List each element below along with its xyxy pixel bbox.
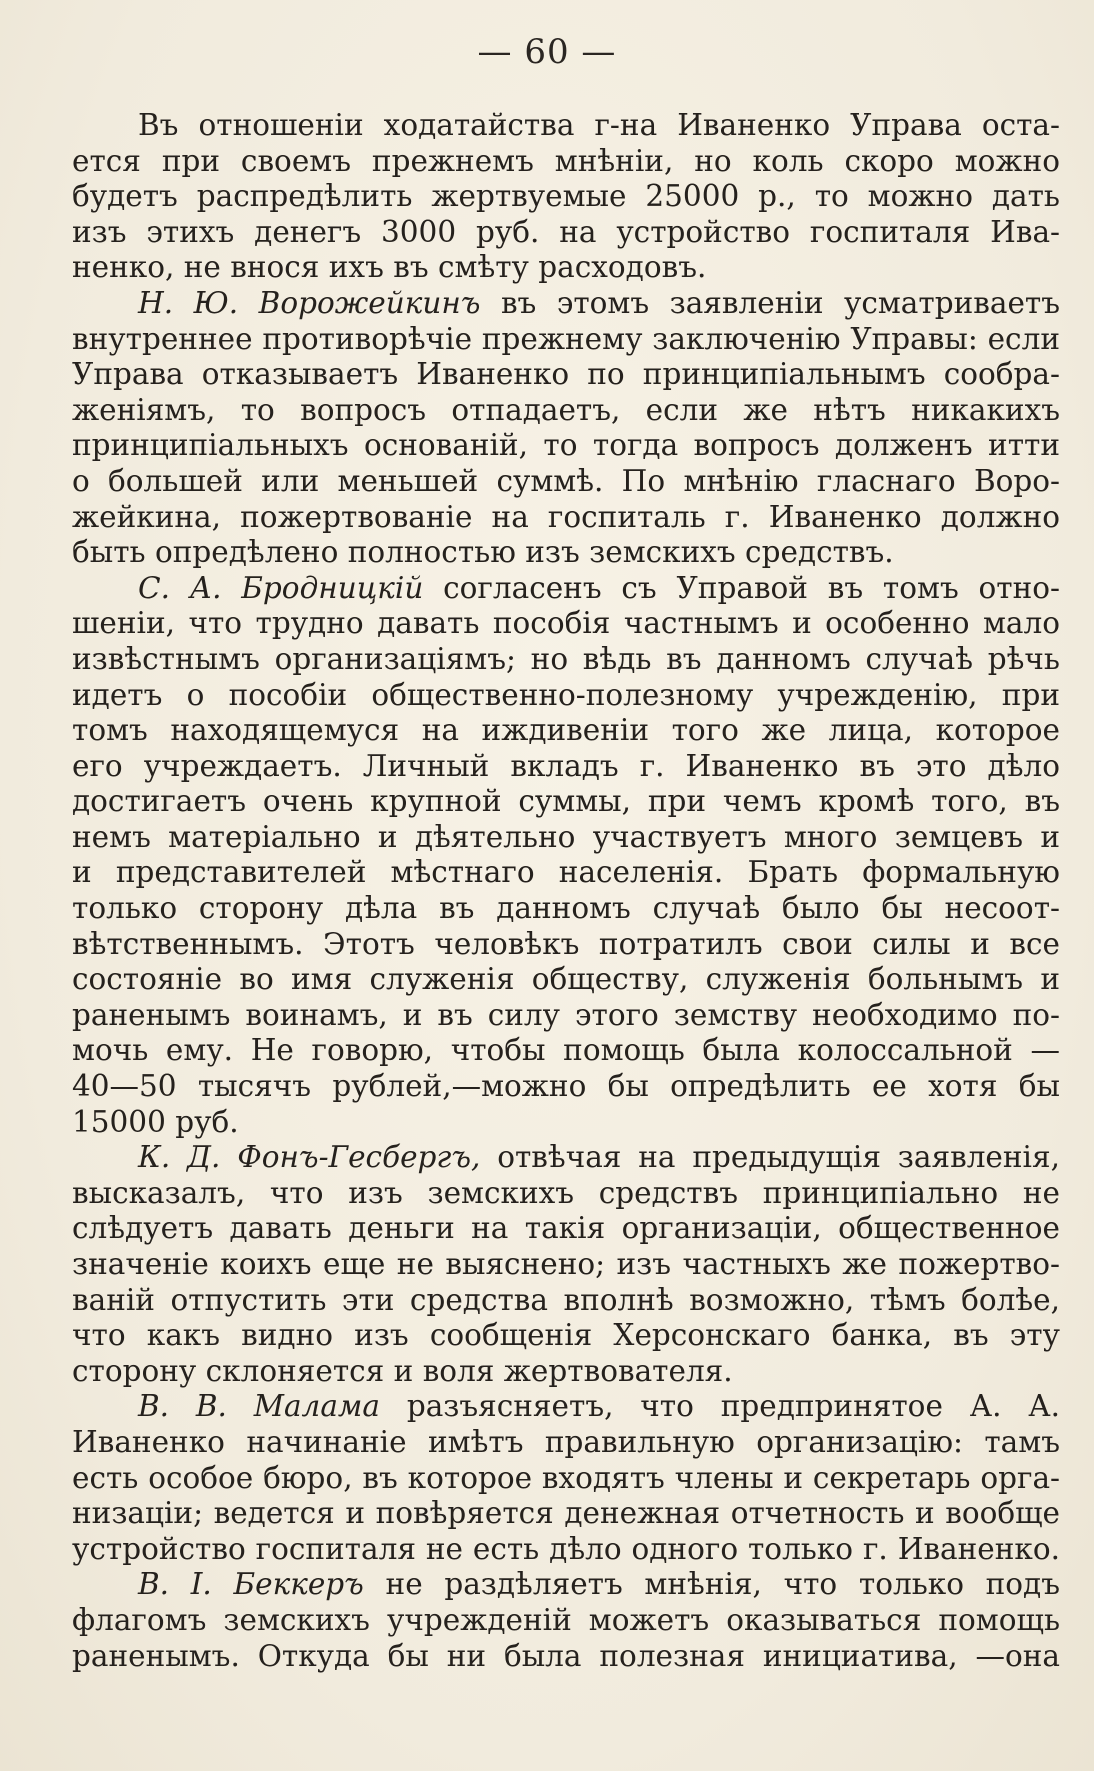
text-line: ненко, не внося ихъ въ смѣту расходовъ. <box>72 250 707 285</box>
text-line: только сторону дѣла въ данномъ случаѣ было бы несоот- <box>72 891 1060 926</box>
body-text <box>72 108 1060 1674</box>
text-line: будетъ распредѣлить жертвуемые 25000 р., то можно дать <box>72 179 1060 214</box>
speaker-name: В. В. Малама <box>138 1389 380 1424</box>
text-line: сторону склоняется и воля жертвователя. <box>72 1353 733 1388</box>
text-line: идетъ о пособiи общественно-полезному учрежденiю, при <box>72 677 1060 712</box>
text-line: принципiальныхъ основанiй, то тогда вопросъ долженъ итти <box>72 428 1060 463</box>
page-number: — 60 — <box>477 32 617 72</box>
text-line: Управа отказываетъ Иваненко по принципiальнымъ сообра- <box>72 357 1060 392</box>
text-fragment: отвѣчая на предыдущiя заявленiя, <box>497 1140 1060 1175</box>
paragraph-1 <box>72 108 1060 286</box>
text-line: о большей или меньшей суммѣ. По мнѣнiю гласнаго Воро- <box>72 463 1060 498</box>
text-line: мочь ему. Не говорю, чтобы помощь была колоссальной — <box>72 1033 1060 1068</box>
paragraph-4 <box>72 1140 1060 1389</box>
text-line: значенiе коихъ еще не выяснено; изъ частныхъ же пожертво- <box>72 1247 1060 1281</box>
text-line: есть особое бюро, въ которое входятъ члены и секретарь орга- <box>72 1460 1060 1495</box>
text-line: быть опредѣлено полностью изъ земскихъ средствъ. <box>72 535 894 570</box>
text-line: слѣдуетъ давать деньги на такiя организацiи, общественное <box>72 1211 1060 1246</box>
speaker-name: Н. Ю. Ворожейкинъ <box>138 285 481 320</box>
text-line: томъ находящемуся на иждивенiи того же лица, которое <box>72 713 1060 748</box>
text-line: шенiи, что трудно давать пособiя частнымъ и особенно мало <box>72 606 1060 641</box>
text-line: внутреннее противорѣчiе прежнему заключенiю Управы: если <box>72 321 1060 356</box>
text-line: что какъ видно изъ сообщенiя Херсонскаго банка, въ эту <box>72 1318 1060 1353</box>
text-line: устройство госпиталя не есть дѣло одного только г. Иваненко. <box>72 1531 1060 1566</box>
text-line: высказалъ, что изъ земскихъ средствъ принципiально не <box>72 1175 1060 1210</box>
text-line: низацiи; ведется и повѣряется денежная отчетность и вообще <box>72 1496 1060 1531</box>
text-line: флагомъ земскихъ учрежденiй можетъ оказываться помощь <box>72 1602 1060 1637</box>
speaker-name: С. А. Бродницкiй <box>138 570 424 605</box>
text-line: состоянiе во имя служенiя обществу, служенiя больнымъ и <box>72 962 1060 997</box>
speaker-name: В. I. Беккеръ <box>138 1567 364 1602</box>
paragraph-3 <box>72 571 1060 1141</box>
text-line: его учреждаетъ. Личный вкладъ г. Иваненко въ это дѣло <box>72 748 1060 783</box>
text-line: женiямъ, то вопросъ отпадаетъ, если же нѣтъ никакихъ <box>72 392 1060 427</box>
text-line: раненымъ. Откуда бы ни была полезная инициатива, —она <box>72 1638 1060 1673</box>
text-line: 15000 руб. <box>72 1104 239 1139</box>
text-line: изъ этихъ денегъ 3000 руб. на устройство госпиталя Ива- <box>72 214 1060 249</box>
text-fragment: разъясняетъ, что предпринятое А. А. <box>406 1389 1060 1424</box>
text-line <box>72 286 1060 322</box>
text-line: и представителей мѣстнаго населенiя. Брать формальную <box>72 855 1060 890</box>
text-line: ется при своемъ прежнемъ мнѣнiи, но коль скоро можно <box>72 143 1060 178</box>
text-line: раненымъ воинамъ, и въ силу этого земству необходимо по- <box>72 997 1060 1032</box>
text-line: немъ матерiально и дѣятельно участвуетъ много земцевъ и <box>72 819 1060 854</box>
text-line <box>72 571 1060 607</box>
text-line: вѣтственнымъ. Этотъ человѣкъ потратилъ свои силы и все <box>72 926 1060 961</box>
text-line: ванiй отпустить эти средства вполнѣ возможно, тѣмъ болѣе, <box>72 1282 1060 1317</box>
text-line: жейкина, пожертвованiе на госпиталь г. Иваненко должно <box>72 499 1060 534</box>
text-line <box>72 1567 1060 1603</box>
speaker-name: К. Д. Фонъ-Гесбергъ, <box>138 1140 481 1175</box>
text-line: достигаетъ очень крупной суммы, при чемъ кромѣ того, въ <box>72 784 1060 819</box>
text-line: Въ отношенiи ходатайства г-на Иваненко Управа оста- <box>138 108 1060 142</box>
text-line: извѣстнымъ организацiямъ; но вѣдь въ данномъ случаѣ рѣчь <box>72 641 1060 676</box>
text-line <box>72 1140 1060 1176</box>
text-fragment: согласенъ съ Управой въ томъ отно- <box>443 570 1060 605</box>
text-line: Иваненко начинанiе имѣтъ правильную организацiю: тамъ <box>72 1424 1060 1459</box>
text-fragment: не раздѣляетъ мнѣнiя, что только подъ <box>385 1567 1060 1602</box>
text-line: 40—50 тысячъ рублей,—можно бы опредѣлить ее хотя бы <box>72 1069 1060 1104</box>
text-line <box>72 1389 1060 1425</box>
paragraph-2 <box>72 286 1060 571</box>
paragraph-5 <box>72 1389 1060 1567</box>
paragraph-6 <box>72 1567 1060 1674</box>
text-fragment: въ этомъ заявленiи усматриваетъ <box>500 285 1060 320</box>
